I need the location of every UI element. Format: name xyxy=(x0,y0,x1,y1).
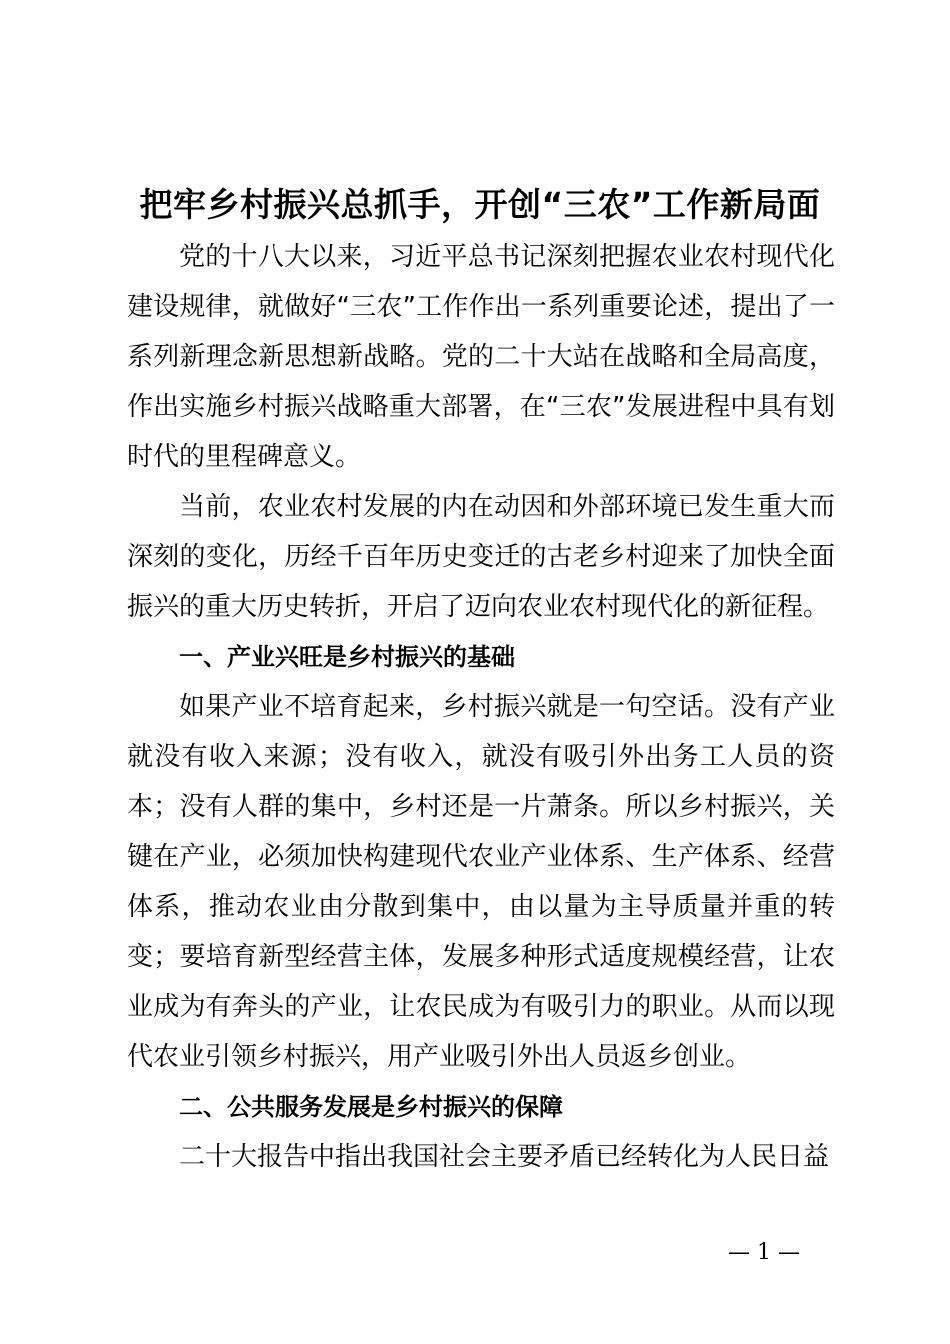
paragraph-4: 二十大报告中指出我国社会主要矛盾已经转化为人民日益 xyxy=(179,1142,830,1172)
section-heading-1: 一、产业兴旺是乡村振兴的基础 xyxy=(179,643,515,671)
document-title: 把牢乡村振兴总抓手，开创“三农”工作新局面 xyxy=(139,185,821,224)
paragraph-3: 如果产业不培育起来，乡村振兴就是一句空话。没有产业就没有收入来源；没有收入，就没有吸引外出务工人员的资本；没有人群的集中，乡村还是一片萧条。所以乡村振兴，关键在产业，必须加快构建现代农业产业体系、生产体系、经营体系，推动农业由分散到集中，由以量为主导质量并重的转变；要培育新型经营主体，发展多种形式适度规模经营，让农业成为有奔头的产业，让农民成为有吸引力的职业。从而以现代农业引领乡村振兴，用产业吸引外出人员返乡创业。 xyxy=(127,692,835,1072)
paragraph-1: 党的十八大以来，习近平总书记深刻把握农业农村现代化建设规律，就做好“三农”工作作出一系列重要论述，提出了一系列新理念新思想新战略。党的二十大站在战略和全局高度，作出实施乡村振兴战略重大部署，在“三农”发展进程中具有划时代的里程碑意义。 xyxy=(127,242,835,472)
paragraph-2: 当前，农业农村发展的内在动因和外部环境已发生重大而深刻的变化，历经千百年历史变迁的古老乡村迎来了加快全面振兴的重大历史转折，开启了迈向农业农村现代化的新征程。 xyxy=(127,492,835,622)
page-number: — 1 — xyxy=(728,1240,800,1265)
section-heading-2: 二、公共服务发展是乡村振兴的保障 xyxy=(179,1093,563,1121)
document-body xyxy=(127,232,835,1182)
